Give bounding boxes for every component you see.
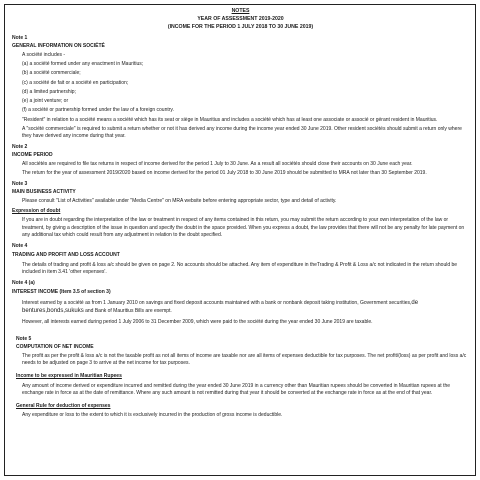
general-rule-title: General Rule for deduction of expenses xyxy=(16,403,111,410)
note4a-text-1: Interest earned by a société as from 1 January 2010 on savings and fixed deposit accounts maintained with a bank or nonbank deposit taking institution, Government securities, xyxy=(22,299,412,306)
note2-paragraph-2: The return for the year of assessment 2019/2020 based on income derived for the period 01 July 2018 to 30 June 2019 should be submitted to MRA not later than 30 September 2019. xyxy=(22,170,427,177)
note1-item-a: (a) a société formed under any enactment in Mauritius; xyxy=(22,61,144,68)
note4-label: Note 4 xyxy=(12,243,28,250)
doubt-paragraph: If you are in doubt regarding the interpretation of the law or treatment in respect of any items contained in this return, you may submit the return according to your own interpretation of the law or treatment, by giving a description of the issue in question and specify the doubt in the space provided. When you express a doubt, the law provides that there will not be any penalty for late payment on any additional tax which could result from any adjustment in relation to the doubt specified. xyxy=(22,217,465,238)
note1-resident-definition: "Resident" in relation to a société means a société which has its seat or siège in Mauritius and includes a société which has at least one associate or associé or gérant resident in Mauritius. xyxy=(22,116,438,123)
note4a-paragraph-1 xyxy=(12,299,469,316)
note1-intro: A société includes - xyxy=(22,51,66,58)
note4a-label: Note 4 (a) xyxy=(12,280,35,287)
note1-item-e: (e) a joint venture; or xyxy=(22,98,69,105)
doubt-title: Expression of doubt xyxy=(12,208,61,215)
note5-paragraph: The profit as per the profit & loss a/c is not the taxable profit as not all items of income are taxable nor are all items of expenses deductible for tax purposes. The net profit/(loss) as per profit and loss a/c needs to be adjusted on page 3 to arrive at the net income for tax purposes. xyxy=(22,352,467,367)
note3-label: Note 3 xyxy=(12,181,28,188)
note4a-text-3: bentures,bonds,sukuks xyxy=(22,308,84,315)
note5-title: COMPUTATION OF NET INCOME xyxy=(16,343,94,350)
note2-paragraph-1: All sociétés are required to file tax returns in respect of income derived for the period 1 July to 30 June. As a result all sociétés should close their accounts on 30 June each year. xyxy=(22,160,413,167)
note4-title: TRADING AND PROFIT AND LOSS ACCOUNT xyxy=(12,252,120,259)
note4a-text-2: de xyxy=(411,299,419,306)
note3-title: MAIN BUSINESS ACTIVITY xyxy=(12,188,76,195)
note1-item-d: (d) a limited partnership; xyxy=(22,88,76,95)
note1-commerciale: A "société commerciale" is required to submit a return whether or not it has derived any income during the income year ended 30 June 2019. Other resident sociétés should submit a return only where they have derived any income during that year. xyxy=(22,125,462,140)
note1-title: GENERAL INFORMATION ON SOCIÉTÉ xyxy=(12,42,105,49)
notes-page xyxy=(4,4,476,476)
note4a-text-4: and Bank of Mauritius Bills are exempt. xyxy=(83,308,172,315)
rupees-title: Income to be expressed in Mauritian Rupees xyxy=(16,373,122,380)
note2-label: Note 2 xyxy=(12,144,28,151)
year-of-assessment: YEAR OF ASSESSMENT 2019-2020 xyxy=(197,15,284,22)
note4-paragraph: The details of trading and profit & loss a/c should be given on page 2. No accounts should be attached. Any item of expenditure in theTrading & Profit & Loss a/c not indicated in the return should be included in item 3.41 'other expenses'. xyxy=(22,261,458,275)
income-period-heading: (INCOME FOR THE PERIOD 1 JULY 2018 TO 30 JUNE 2019) xyxy=(167,23,314,30)
note1-item-f: (f) a société or partnership formed under the law of a foreign country. xyxy=(22,107,174,114)
general-rule-paragraph: Any expenditure or loss to the extent to which it is exclusively incurred in the production of gross income is deductible. xyxy=(22,412,283,419)
notes-title: NOTES xyxy=(231,8,250,14)
document-header xyxy=(12,8,469,31)
note3-paragraph: Please consult "List of Activities" available under "Media Centre" on MRA website before entering appropriate sector, type and detail of activity. xyxy=(22,197,337,204)
note1-item-b: (b) a société commerciale; xyxy=(22,70,81,77)
note4a-title: INTEREST INCOME (Item 3.5 of section 3) xyxy=(12,289,111,296)
note1-item-c: (c) a société de fait or a société en participation; xyxy=(22,79,129,86)
note1-label: Note 1 xyxy=(12,35,28,42)
note2-title: INCOME PERIOD xyxy=(12,151,53,158)
rupees-paragraph: Any amount of income derived or expenditure incurred and remitted during the year ended 30 June 2019 in a currency other than Mauritian rupees should be converted in Mauritian rupees at the exchange rate in force as at the date of remittance. Where any such amount is not remitted during that year it should be converted at the exchange rate in force as at the end of that year. xyxy=(22,382,451,396)
note4a-paragraph-2: However, all interests earned during period 1 July 2006 to 31 December 2009, which were paid to the société during the year ended 30 June 2019 are taxable. xyxy=(22,319,373,326)
note5-label: Note 5 xyxy=(16,336,32,343)
